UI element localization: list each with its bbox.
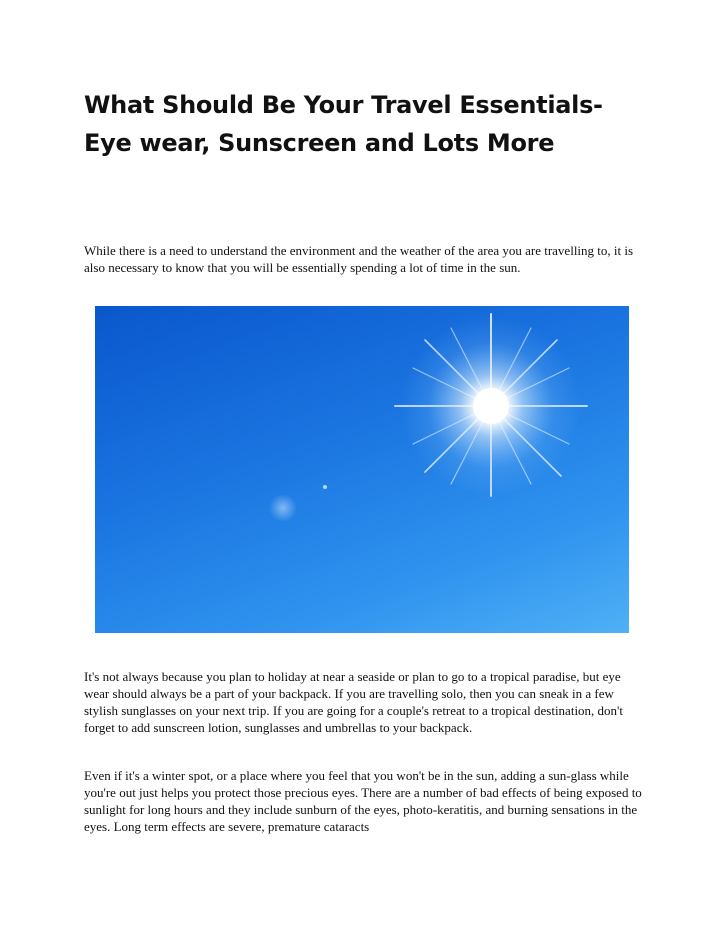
lens-flare-small	[323, 485, 327, 489]
article-title: What Should Be Your Travel Essentials- Eye wear, Sunscreen and Lots More	[84, 91, 603, 157]
sun-illustration	[95, 306, 629, 633]
eyewear-paragraph: It's not always because you plan to holiday at near a seaside or plan to go to a tropical paradise, but eye wear should always be a part of your backpack. If you are travelling solo, then you can sneak in a few stylish sunglasses on your next trip. If you are going for a couple's retreat to a tropical destination, don't forget to add sunscreen lotion, sunglasses and umbrellas to your backpack.	[84, 669, 624, 735]
intro-paragraph: While there is a need to understand the environment and the weather of the area you are travelling to, it is also necessary to know that you will be essentially spending a lot of time in the sun.	[84, 243, 634, 275]
lens-flare-large	[269, 494, 297, 522]
winter-paragraph: Even if it's a winter spot, or a place where you feel that you won't be in the sun, adding a sun-glass while you're out just helps you protect those precious eyes. There are a number of bad effects of being exposed to sunlight for long hours and they include sunburn of the eyes, photo-keratitis, and burning sensations in the eyes. Long term effects are severe, premature cataracts	[84, 768, 642, 834]
sun-core	[473, 388, 509, 424]
sun-sky-photo	[95, 306, 629, 633]
